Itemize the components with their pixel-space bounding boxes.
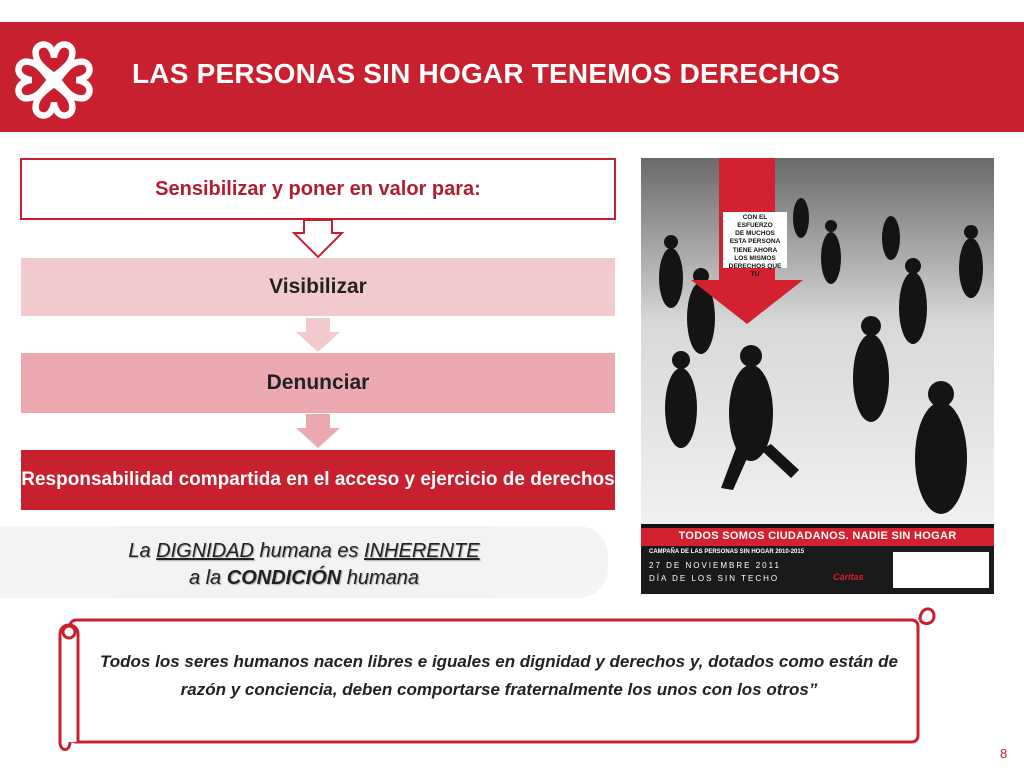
poster-brand: Cáritas: [833, 572, 864, 582]
declaration-quote: Todos los seres humanos nacen libres e iguales en dignidad y derechos y, dotados como están de razón y conciencia, deben comportarse fraternalmente los unos con los otros”: [100, 652, 898, 700]
poster-slogan: TODOS SOMOS CIUDADANOS. NADIE SIN HOGAR: [678, 530, 957, 542]
step-connector-icon: [296, 318, 340, 352]
dignity-line-2: a la CONDICIÓN humana: [188, 567, 420, 589]
campaign-poster: [641, 158, 994, 594]
intro-box: Sensibilizar y poner en valor para:: [20, 158, 616, 220]
poster-campaign: CAMPAÑA DE LAS PERSONAS SIN HOGAR 2010-2015: [649, 549, 805, 555]
crowd-photo: [641, 158, 994, 594]
poster-day: DÍA DE LOS SIN TECHO: [649, 574, 780, 583]
step-visibilizar: Visibilizar: [21, 258, 615, 316]
poster-date: 27 DE NOVIEMBRE 2011: [649, 561, 781, 570]
step-connector-icon: [296, 414, 340, 448]
page-title: LAS PERSONAS SIN HOGAR TENEMOS DERECHOS: [132, 58, 840, 89]
dignity-statement: [0, 526, 608, 598]
down-arrow-icon: [292, 219, 344, 259]
arrow-caption: CON EL ESFUERZO DE MUCHOS ESTA PERSONA TIENE AHORA LOS MISMOS DERECHOS QUE TÚ: [728, 214, 782, 278]
dignity-line-1: La DIGNIDAD humana es INHERENTE: [128, 540, 480, 562]
page-number: 8: [1000, 746, 1008, 761]
step-denunciar: Denunciar: [21, 353, 615, 413]
step-responsabilidad: Responsabilidad compartida en el acceso y ejercicio de derechos: [21, 450, 615, 510]
caritas-cross-logo: [8, 34, 100, 126]
